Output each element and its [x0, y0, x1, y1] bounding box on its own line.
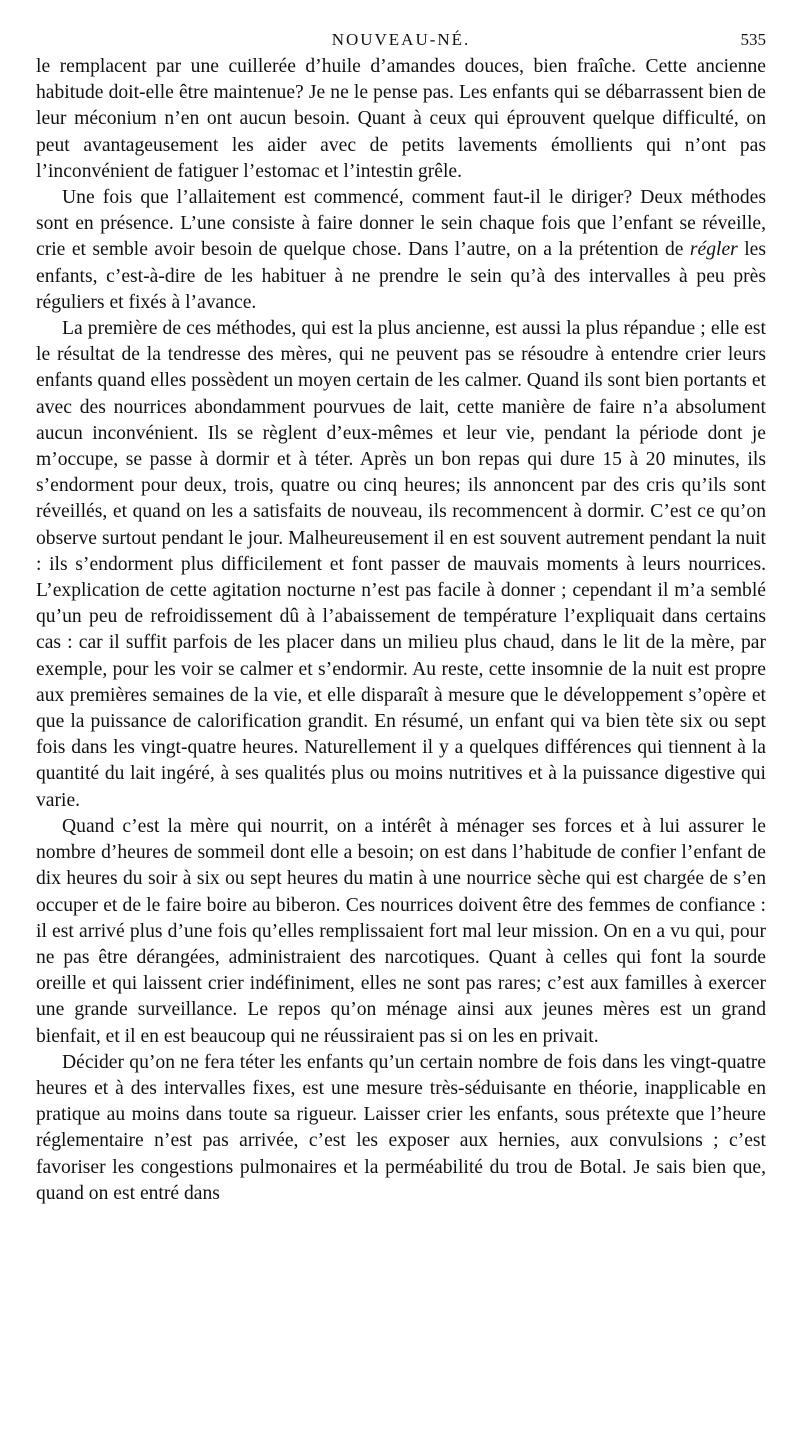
paragraph-text: Quand c’est la mère qui nourrit, on a intérêt à ménager ses forces et à lui assurer le nombre d’heures de sommeil dont elle a besoin; on est dans l’habitude de confier l’enfant de dix heures du soir à six ou sept heures du matin à une nourrice sèche qui est chargée de s’en occuper et de le faire boire au biberon. Ces nourrices doivent être des femmes de confiance : il est arrivé plus d’une fois qu’elles remplissaient fort mal leur mission. On en a vu qui, pour ne pas être dérangées, administraient des narcotiques. Quant à celles qui font la sourde oreille et qui laissent crier indéfiniment, elles ne sont pas rares; c’est aux familles à exercer une grande surveillance. Le repos qu’on ménage ainsi aux jeunes mères est un grand bienfait, et il en est beaucoup qui ne réussiraient pas si on les en privait. — [36, 815, 766, 1047]
emphasis-regler: régler — [689, 239, 738, 261]
page-header — [36, 24, 766, 54]
paragraph-3 — [36, 316, 766, 814]
paragraph-text: le remplacent par une cuillerée d’huile d’amandes douces, bien fraîche. Cette ancienne habitude doit-elle être maintenue? Je ne le pense pas. Les enfants qui se débarrassent bien de leur méconium n’en ont aucun besoin. Quant à ceux qui éprouvent quelque difficulté, on peut avantageusement les aider avec de petits lavements émollients qui n’ont pas l’inconvénient de fatiguer l’estomac et l’intestin grêle. — [36, 56, 766, 182]
paragraph-text: Une fois que l’allaitement est commencé, comment faut-il le diriger? Deux méthodes sont en présence. L’une consiste à faire donner le sein chaque fois que l’enfant se réveille, crie et semble avoir besoin de quelque chose. Dans l’autre, on a la prétention de — [36, 187, 766, 261]
paragraph-text: Décider qu’on ne fera téter les enfants qu’un certain nombre de fois dans les vingt-quatre heures et à des intervalles fixes, est une mesure très-séduisante en théorie, inapplicable en pratique au moins dans toute sa rigueur. Laisser crier les enfants, sous prétexte que l’heure réglementaire n’est pas arrivée, c’est les exposer aux hernies, aux convulsions ; c’est favoriser les congestions pulmonaires et la perméabilité du trou de Botal. Je sais bien que, quand on est entré dans — [36, 1051, 766, 1204]
paragraph-1 — [36, 54, 766, 185]
running-title: NOUVEAU-NÉ. — [331, 30, 471, 49]
paragraph-4 — [36, 814, 766, 1050]
paragraph-5 — [36, 1050, 766, 1207]
paragraph-text-cont: les enfants, c’est-à-dire de les habituer à ne prendre le sein qu’à des intervalles à peu près réguliers et fixés à l’avance. — [36, 239, 766, 313]
book-page — [36, 24, 766, 1207]
paragraph-text: La première de ces méthodes, qui est la plus ancienne, est aussi la plus répandue ; elle est le résultat de la tendresse des mères, qui ne peuvent pas se résoudre à entendre crier leurs enfants quand elles possèdent un moyen certain de les calmer. Quand ils sont bien portants et avec des nourrices abondamment pourvues de lait, cette manière de faire n’a absolument aucun inconvénient. Ils se règlent d’eux-mêmes et leur vie, pendant la période dont je m’occupe, se passe à dormir et à téter. Après un bon repas qui dure 15 à 20 minutes, ils s’endorment pour deux, trois, quatre ou cinq heures; ils annoncent par des cris qu’ils sont réveillés, et quand on les a satisfaits de nouveau, ils recommencent à dormir. C’est ce qu’on observe surtout pendant le jour. Malheureusement il en est souvent autrement pendant la nuit : ils s’endorment plus difficilement et font passer de mauvais moments à leurs nourrices. L’explication de cette agitation nocturne n’est pas facile à donner ; cependant il m’a semblé qu’un peu de refroidissement dû à l’abaissement de température l’expliquait dans certains cas : car il suffit parfois de les placer dans un milieu plus chaud, dans le lit de la mère, par exemple, pour les voir se calmer et s’endormir. Au reste, cette insomnie de la nuit est propre aux premières semaines de la vie, et elle disparaît à mesure que le développement s’opère et que la puissance de calorification grandit. En résumé, un enfant qui va bien tète six ou sept fois dans les vingt-quatre heures. Naturellement il y a quelques différences qui tiennent à la quantité du lait ingéré, à ses qualités plus ou moins nutritives et à la puissance digestive qui varie. — [36, 318, 766, 811]
body-text — [36, 54, 766, 1207]
paragraph-2 — [36, 185, 766, 316]
page-number: 535 — [740, 30, 766, 49]
